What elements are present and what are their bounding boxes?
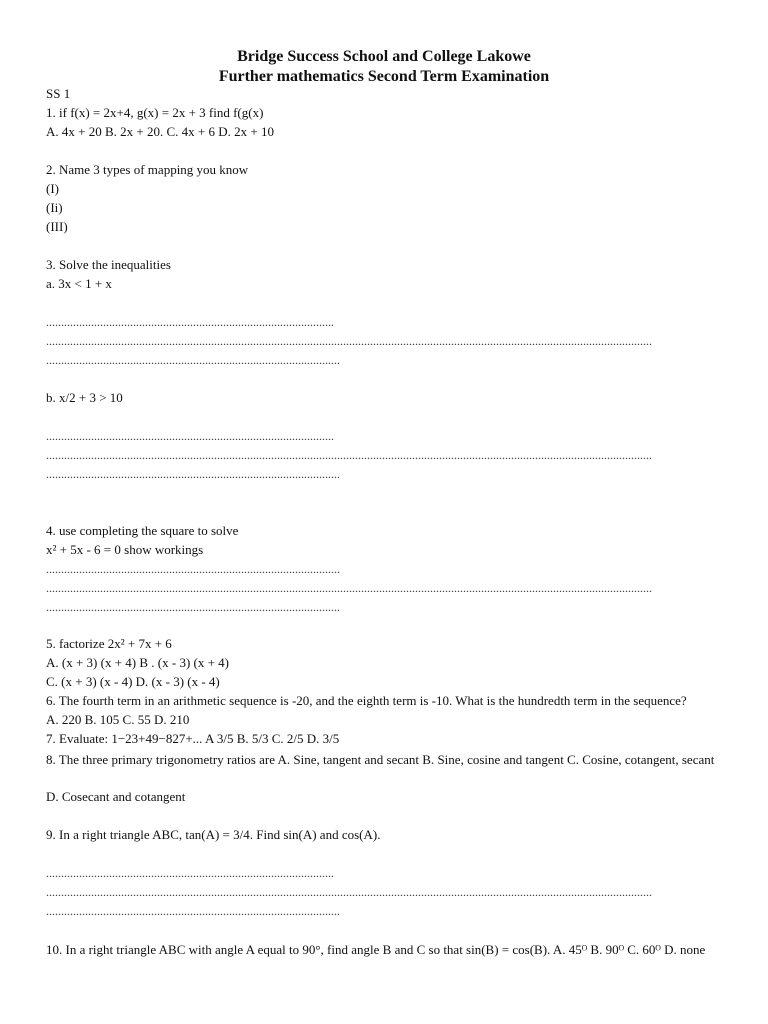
question-10: 10. In a right triangle ABC with angle A equal to 90°, find angle B and C so that sin(B) = cos(B). A. 45ᴼ B. 90ᴼ C. 60ᴼ D. none	[46, 942, 706, 957]
answer-line: ..........................................................................................................................................................................................................	[46, 581, 652, 595]
question-2: 2. Name 3 types of mapping you know	[46, 162, 249, 177]
answer-line: ................................................................................................	[46, 315, 334, 329]
question-8: 8. The three primary trigonometry ratios are A. Sine, tangent and secant B. Sine, cosine and tangent C. Cosine, cotangent, secant	[46, 752, 715, 767]
question-2-item-2: (Ii)	[46, 200, 63, 215]
question-5-options-2: C. (x + 3) (x - 4) D. (x - 3) (x - 4)	[46, 674, 220, 689]
question-2-item-1: (I)	[46, 181, 59, 196]
question-1: 1. if f(x) = 2x+4, g(x) = 2x + 3 find f(g(x)	[46, 105, 264, 120]
answer-line: ................................................................................................	[46, 866, 334, 880]
answer-line: ..........................................................................................................................................................................................................	[46, 448, 652, 462]
answer-line: ..................................................................................................	[46, 467, 340, 481]
question-5-options-1: A. (x + 3) (x + 4) B . (x - 3) (x + 4)	[46, 655, 230, 670]
answer-line: ..........................................................................................................................................................................................................	[46, 885, 652, 899]
question-6-options: A. 220 B. 105 C. 55 D. 210	[46, 712, 190, 727]
question-1-options: A. 4x + 20 B. 2x + 20. C. 4x + 6 D. 2x + 10	[46, 124, 274, 139]
question-4-equation: x² + 5x - 6 = 0 show workings	[46, 542, 204, 557]
question-8-option-d: D. Cosecant and cotangent	[46, 789, 186, 804]
answer-line: ..................................................................................................	[46, 600, 340, 614]
question-3a: a. 3x < 1 + x	[46, 276, 112, 291]
question-5: 5. factorize 2x² + 7x + 6	[46, 636, 172, 651]
school-title: Bridge Success School and College Lakowe	[237, 48, 531, 65]
exam-title: Further mathematics Second Term Examination	[218, 68, 550, 85]
class-label: SS 1	[46, 86, 71, 101]
answer-line: ................................................................................................	[46, 429, 334, 443]
question-3b: b. x/2 + 3 > 10	[46, 390, 123, 405]
answer-line: ..................................................................................................	[46, 904, 340, 918]
question-6: 6. The fourth term in an arithmetic sequence is -20, and the eighth term is -10. What is the hundredth term in the sequence?	[46, 693, 687, 708]
question-2-item-3: (III)	[46, 219, 68, 234]
answer-line: ..................................................................................................	[46, 353, 340, 367]
question-3: 3. Solve the inequalities	[46, 257, 171, 272]
question-7: 7. Evaluate: 1−23+49−827+... A 3/5 B. 5/3 C. 2/5 D. 3/5	[46, 731, 340, 746]
question-4: 4. use completing the square to solve	[46, 523, 239, 538]
answer-line: ..................................................................................................	[46, 562, 340, 576]
question-9: 9. In a right triangle ABC, tan(A) = 3/4. Find sin(A) and cos(A).	[46, 827, 381, 842]
answer-line: ..........................................................................................................................................................................................................	[46, 334, 652, 348]
